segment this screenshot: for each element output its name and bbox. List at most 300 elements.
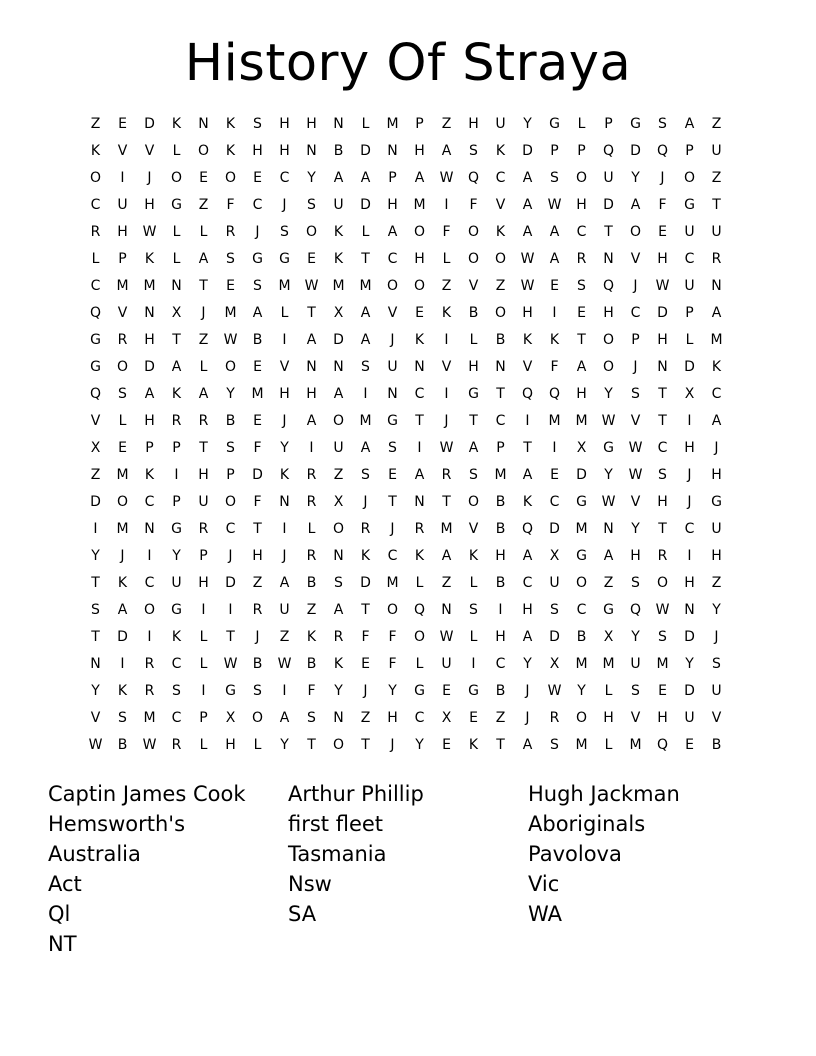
grid-letter: V — [468, 278, 479, 294]
grid-letter: P — [145, 440, 154, 456]
grid-letter: J — [633, 278, 638, 294]
grid-letter: Y — [577, 683, 586, 699]
grid-letter: F — [388, 656, 397, 672]
grid-letter: S — [550, 170, 559, 186]
grid-letter: O — [575, 170, 588, 186]
grid-letter: R — [144, 683, 155, 699]
grid-letter: B — [495, 332, 506, 348]
grid-letter: K — [117, 575, 128, 591]
grid-letter: E — [658, 224, 667, 240]
grid-letter: B — [117, 737, 128, 753]
grid-letter: I — [201, 683, 206, 699]
grid-letter: A — [198, 386, 209, 402]
grid-letter: H — [657, 494, 668, 510]
grid-letter: L — [199, 359, 208, 375]
grid-letter: N — [603, 251, 614, 267]
grid-letter: I — [444, 197, 449, 213]
grid-letter: H — [225, 737, 236, 753]
grid-row — [82, 408, 730, 435]
grid-letter: O — [332, 737, 345, 753]
grid-letter: Y — [604, 467, 613, 483]
grid-letter: P — [172, 440, 181, 456]
word-list-item: Australia — [48, 842, 141, 866]
grid-letter: D — [90, 494, 101, 510]
grid-letter: J — [147, 170, 152, 186]
grid-letter: A — [603, 548, 614, 564]
grid-letter: T — [712, 197, 721, 213]
grid-letter: J — [525, 683, 530, 699]
grid-letter: S — [172, 683, 181, 699]
grid-letter: Q — [89, 386, 102, 402]
grid-row — [82, 732, 730, 759]
grid-letter: W — [520, 278, 535, 294]
grid-letter: C — [387, 548, 398, 564]
grid-letter: L — [415, 575, 424, 591]
grid-letter: D — [333, 332, 344, 348]
grid-letter: G — [468, 386, 479, 402]
grid-letter: A — [711, 305, 722, 321]
grid-letter: N — [414, 494, 425, 510]
grid-letter: J — [633, 359, 638, 375]
grid-letter: O — [251, 710, 264, 726]
grid-letter: N — [603, 521, 614, 537]
grid-letter: M — [116, 467, 129, 483]
grid-letter: B — [495, 683, 506, 699]
grid-letter: H — [522, 305, 533, 321]
grid-letter: T — [361, 602, 370, 618]
grid-letter: H — [522, 602, 533, 618]
grid-letter: S — [469, 602, 478, 618]
grid-letter: Z — [441, 575, 452, 591]
grid-letter: L — [172, 143, 181, 159]
word-list-item: Hugh Jackman — [528, 782, 680, 806]
grid-letter: Y — [631, 170, 640, 186]
grid-letter: B — [495, 521, 506, 537]
grid-letter: X — [333, 494, 344, 510]
grid-letter: T — [199, 278, 208, 294]
grid-letter: D — [360, 197, 371, 213]
grid-letter: H — [468, 359, 479, 375]
grid-letter: S — [658, 116, 667, 132]
grid-letter: P — [199, 548, 208, 564]
grid-letter: Y — [226, 386, 235, 402]
grid-letter: Q — [521, 386, 534, 402]
grid-letter: M — [602, 656, 615, 672]
grid-letter: Q — [602, 143, 615, 159]
grid-letter: H — [279, 143, 290, 159]
grid-letter: M — [575, 521, 588, 537]
grid-letter: Z — [711, 116, 722, 132]
grid-letter: V — [441, 359, 452, 375]
grid-letter: M — [386, 575, 399, 591]
grid-letter: K — [333, 224, 344, 240]
grid-letter: D — [684, 683, 695, 699]
grid-letter: U — [333, 440, 344, 456]
grid-letter: P — [118, 251, 127, 267]
grid-letter: M — [359, 413, 372, 429]
grid-letter: R — [198, 413, 209, 429]
grid-letter: H — [657, 251, 668, 267]
grid-letter: A — [279, 575, 290, 591]
grid-letter: L — [172, 224, 181, 240]
grid-letter: B — [306, 575, 317, 591]
grid-letter: G — [711, 494, 722, 510]
grid-letter: C — [522, 575, 533, 591]
grid-letter: E — [118, 440, 127, 456]
grid-letter: T — [523, 440, 532, 456]
grid-letter: H — [414, 251, 425, 267]
grid-letter: A — [522, 629, 533, 645]
grid-letter: V — [387, 305, 398, 321]
grid-letter: F — [469, 197, 478, 213]
grid-letter: P — [550, 143, 559, 159]
grid-letter: Y — [631, 629, 640, 645]
grid-letter: T — [199, 440, 208, 456]
grid-letter: O — [116, 359, 129, 375]
grid-letter: L — [199, 224, 208, 240]
grid-letter: K — [495, 224, 506, 240]
grid-letter: D — [549, 521, 560, 537]
grid-letter: R — [549, 710, 560, 726]
grid-letter: R — [225, 224, 236, 240]
grid-letter: A — [252, 305, 263, 321]
grid-letter: B — [252, 656, 263, 672]
grid-letter: P — [604, 116, 613, 132]
grid-letter: T — [442, 494, 451, 510]
grid-letter: G — [576, 494, 587, 510]
grid-letter: W — [655, 602, 670, 618]
grid-letter: G — [279, 251, 290, 267]
grid-letter: H — [495, 629, 506, 645]
grid-letter: J — [687, 467, 692, 483]
grid-letter: Y — [91, 548, 100, 564]
grid-letter: D — [117, 629, 128, 645]
grid-row — [82, 705, 730, 732]
grid-letter: G — [630, 116, 641, 132]
grid-letter: G — [252, 251, 263, 267]
grid-letter: W — [142, 737, 157, 753]
letter-grid — [82, 111, 730, 759]
grid-letter: A — [441, 143, 452, 159]
grid-letter: E — [361, 656, 370, 672]
grid-letter: K — [333, 656, 344, 672]
grid-letter: V — [117, 305, 128, 321]
grid-letter: L — [199, 737, 208, 753]
grid-letter: N — [333, 548, 344, 564]
grid-letter: G — [468, 683, 479, 699]
word-list-item: SA — [288, 902, 317, 926]
grid-letter: W — [655, 278, 670, 294]
grid-letter: Z — [198, 332, 209, 348]
grid-letter: R — [657, 548, 668, 564]
grid-letter: M — [116, 521, 129, 537]
grid-letter: O — [683, 170, 696, 186]
grid-letter: K — [468, 737, 479, 753]
grid-letter: A — [333, 386, 344, 402]
grid-letter: V — [495, 197, 506, 213]
grid-letter: H — [387, 710, 398, 726]
grid-letter: Z — [252, 575, 263, 591]
grid-letter: C — [144, 494, 155, 510]
grid-letter: B — [468, 305, 479, 321]
grid-letter: H — [576, 197, 587, 213]
grid-letter: F — [442, 224, 451, 240]
grid-letter: X — [225, 710, 236, 726]
grid-letter: T — [307, 737, 316, 753]
grid-letter: E — [199, 170, 208, 186]
grid-letter: S — [658, 467, 667, 483]
grid-letter: M — [629, 737, 642, 753]
grid-letter: Z — [603, 575, 614, 591]
grid-letter: N — [387, 386, 398, 402]
grid-row — [82, 273, 730, 300]
grid-letter: Y — [172, 548, 181, 564]
grid-letter: T — [415, 413, 424, 429]
grid-letter: V — [630, 251, 641, 267]
grid-letter: S — [307, 197, 316, 213]
grid-letter: X — [441, 710, 452, 726]
grid-letter: D — [684, 359, 695, 375]
grid-letter: D — [549, 629, 560, 645]
grid-letter: Z — [495, 278, 506, 294]
grid-letter: H — [603, 710, 614, 726]
grid-letter: I — [201, 602, 206, 618]
grid-letter: U — [684, 710, 695, 726]
grid-letter: R — [306, 548, 317, 564]
grid-letter: H — [684, 575, 695, 591]
grid-letter: G — [387, 413, 398, 429]
grid-letter: U — [495, 116, 506, 132]
grid-letter: L — [307, 521, 316, 537]
grid-letter: L — [685, 332, 694, 348]
word-list-item: Captin James Cook — [48, 782, 246, 806]
grid-row — [82, 219, 730, 246]
grid-letter: O — [332, 521, 345, 537]
grid-letter: T — [91, 575, 100, 591]
grid-letter: K — [117, 683, 128, 699]
grid-letter: X — [90, 440, 101, 456]
grid-letter: N — [198, 116, 209, 132]
grid-letter: U — [603, 170, 614, 186]
grid-letter: G — [603, 602, 614, 618]
word-list-item: Hemsworth's — [48, 812, 186, 836]
grid-letter: A — [360, 170, 371, 186]
grid-letter: N — [711, 278, 722, 294]
grid-letter: K — [279, 467, 290, 483]
grid-letter: Z — [306, 602, 317, 618]
grid-letter: J — [525, 710, 530, 726]
grid-letter: L — [280, 305, 289, 321]
grid-letter: J — [714, 629, 719, 645]
grid-letter: T — [577, 332, 586, 348]
grid-letter: S — [118, 386, 127, 402]
grid-letter: U — [198, 494, 209, 510]
grid-letter: A — [306, 332, 317, 348]
grid-letter: S — [253, 683, 262, 699]
grid-letter: W — [304, 278, 319, 294]
grid-letter: U — [117, 197, 128, 213]
grid-letter: Q — [413, 602, 426, 618]
grid-letter: N — [333, 710, 344, 726]
grid-letter: T — [469, 413, 478, 429]
grid-letter: O — [494, 305, 507, 321]
grid-letter: O — [413, 629, 426, 645]
grid-letter: R — [171, 737, 182, 753]
grid-letter: N — [333, 359, 344, 375]
grid-letter: E — [442, 683, 451, 699]
grid-letter: E — [307, 251, 316, 267]
grid-letter: L — [118, 413, 127, 429]
grid-letter: K — [414, 548, 425, 564]
grid-letter: L — [199, 629, 208, 645]
grid-letter: J — [228, 548, 233, 564]
grid-letter: Y — [523, 656, 532, 672]
word-list-item: NT — [48, 932, 77, 956]
grid-letter: C — [576, 224, 587, 240]
grid-letter: I — [552, 305, 557, 321]
grid-letter: H — [468, 116, 479, 132]
grid-row — [82, 138, 730, 165]
word-list-item: first fleet — [288, 812, 384, 836]
grid-letter: P — [415, 116, 424, 132]
grid-letter: L — [469, 575, 478, 591]
grid-letter: C — [279, 170, 290, 186]
grid-letter: H — [144, 413, 155, 429]
grid-letter: P — [226, 467, 235, 483]
grid-letter: D — [657, 305, 668, 321]
grid-letter: N — [495, 359, 506, 375]
grid-letter: I — [93, 521, 98, 537]
grid-letter: K — [171, 386, 182, 402]
grid-letter: O — [143, 602, 156, 618]
grid-letter: O — [89, 170, 102, 186]
grid-letter: Y — [631, 521, 640, 537]
grid-letter: J — [390, 332, 395, 348]
grid-row — [82, 489, 730, 516]
grid-letter: R — [711, 251, 722, 267]
grid-letter: N — [333, 116, 344, 132]
grid-row — [82, 246, 730, 273]
grid-letter: F — [658, 197, 667, 213]
grid-row — [82, 597, 730, 624]
grid-letter: G — [171, 521, 182, 537]
grid-letter: D — [684, 629, 695, 645]
grid-letter: O — [467, 224, 480, 240]
grid-letter: O — [413, 224, 426, 240]
grid-letter: Z — [441, 278, 452, 294]
word-list-item: Vic — [528, 872, 560, 896]
grid-letter: H — [144, 332, 155, 348]
grid-letter: K — [144, 251, 155, 267]
grid-letter: Z — [711, 170, 722, 186]
grid-letter: F — [550, 359, 559, 375]
grid-letter: R — [441, 467, 452, 483]
grid-letter: W — [142, 224, 157, 240]
grid-row — [82, 624, 730, 651]
grid-letter: C — [495, 170, 506, 186]
grid-letter: X — [549, 656, 560, 672]
grid-letter: C — [549, 494, 560, 510]
grid-letter: O — [629, 224, 642, 240]
grid-letter: C — [495, 413, 506, 429]
grid-letter: P — [577, 143, 586, 159]
grid-letter: U — [441, 656, 452, 672]
grid-letter: S — [631, 575, 640, 591]
grid-letter: W — [277, 656, 292, 672]
grid-letter: O — [575, 575, 588, 591]
grid-letter: K — [522, 494, 533, 510]
grid-letter: N — [657, 359, 668, 375]
grid-letter: I — [174, 467, 179, 483]
grid-letter: T — [307, 305, 316, 321]
grid-letter: M — [548, 413, 561, 429]
grid-letter: G — [90, 332, 101, 348]
grid-row — [82, 543, 730, 570]
word-list — [48, 779, 768, 959]
grid-letter: M — [224, 305, 237, 321]
grid-letter: J — [120, 548, 125, 564]
grid-letter: K — [333, 251, 344, 267]
grid-letter: W — [223, 332, 238, 348]
grid-letter: Z — [711, 575, 722, 591]
grid-letter: K — [522, 332, 533, 348]
grid-row — [82, 354, 730, 381]
grid-letter: I — [498, 602, 503, 618]
grid-letter: F — [226, 197, 235, 213]
grid-letter: I — [444, 332, 449, 348]
grid-letter: M — [494, 467, 507, 483]
grid-letter: Y — [712, 602, 721, 618]
grid-letter: V — [711, 710, 722, 726]
grid-letter: C — [576, 602, 587, 618]
grid-letter: L — [199, 656, 208, 672]
grid-letter: P — [388, 170, 397, 186]
grid-row — [82, 192, 730, 219]
grid-letter: S — [577, 278, 586, 294]
grid-letter: V — [630, 494, 641, 510]
grid-letter: O — [116, 494, 129, 510]
grid-letter: K — [171, 629, 182, 645]
grid-row — [82, 435, 730, 462]
grid-letter: L — [91, 251, 100, 267]
grid-letter: L — [415, 656, 424, 672]
grid-letter: A — [414, 170, 425, 186]
grid-letter: F — [307, 683, 316, 699]
grid-letter: O — [170, 170, 183, 186]
grid-letter: Y — [523, 116, 532, 132]
grid-letter: A — [306, 413, 317, 429]
grid-letter: B — [711, 737, 722, 753]
grid-letter: W — [439, 440, 454, 456]
grid-letter: I — [147, 629, 152, 645]
grid-letter: A — [144, 386, 155, 402]
grid-letter: C — [711, 386, 722, 402]
grid-letter: O — [224, 170, 237, 186]
grid-letter: T — [172, 332, 181, 348]
grid-letter: H — [576, 386, 587, 402]
word-list-item: Pavolova — [528, 842, 622, 866]
grid-letter: A — [522, 197, 533, 213]
grid-letter: O — [494, 251, 507, 267]
grid-letter: V — [468, 521, 479, 537]
grid-letter: H — [603, 305, 614, 321]
grid-letter: H — [279, 386, 290, 402]
grid-letter: W — [601, 494, 616, 510]
grid-letter: R — [198, 521, 209, 537]
grid-letter: I — [552, 440, 557, 456]
grid-letter: E — [469, 710, 478, 726]
grid-letter: W — [520, 251, 535, 267]
